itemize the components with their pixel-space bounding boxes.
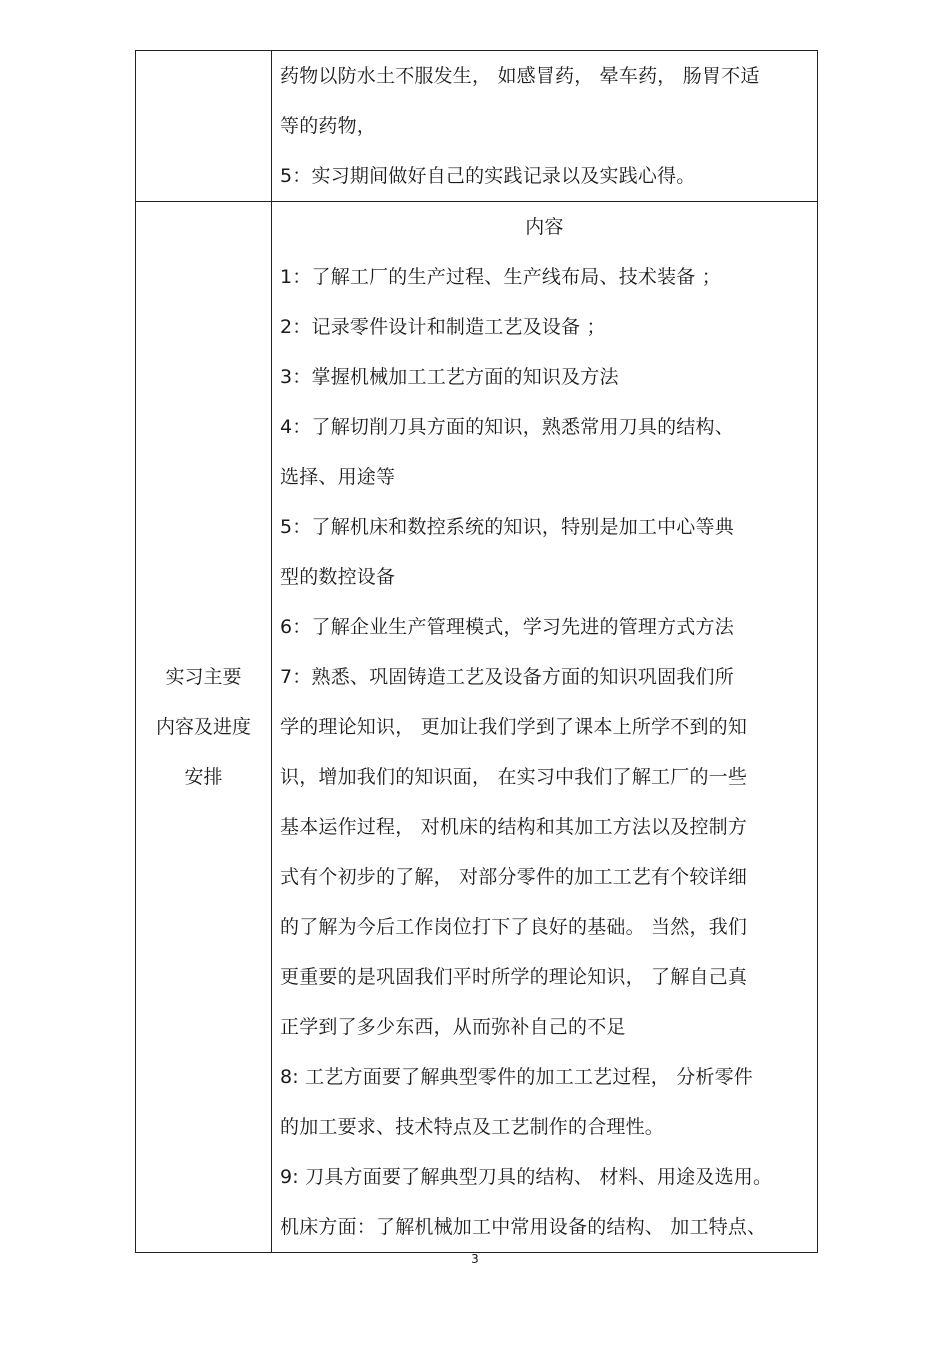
table-row xyxy=(136,51,818,202)
text-line: 9: 刀具方面要了解典型刀具的结构、 材料、用途及选用。 xyxy=(280,1166,773,1188)
text-line: 更重要的是巩固我们平时所学的理论知识， 了解自己真 xyxy=(280,966,748,988)
text-line: 6：了解企业生产管理模式，学习先进的管理方式方法 xyxy=(280,616,734,638)
row-label-cell xyxy=(136,51,272,202)
text-line: 等的药物， xyxy=(280,115,377,137)
text-line: 式有个初步的了解， 对部分零件的加工工艺有个较详细 xyxy=(280,866,748,888)
text-line: 基本运作过程， 对机床的结构和其加工方法以及控制方 xyxy=(280,816,748,838)
page-number: 3 xyxy=(471,1252,479,1266)
text-line: 1：了解工厂的生产过程、生产线布局、技术装备 ； xyxy=(280,266,721,288)
content-heading: 内容 xyxy=(525,216,564,238)
row-content-cell xyxy=(272,51,818,202)
text-line: 4：了解切削刀具方面的知识，熟悉常用刀具的结构、 xyxy=(280,416,734,438)
row-content-cell xyxy=(272,202,818,1253)
text-line: 7：熟悉、巩固铸造工艺及设备方面的知识巩固我们所 xyxy=(280,666,734,688)
text-line: 5：了解机床和数控系统的知识，特别是加工中心等典 xyxy=(280,516,734,538)
text-line: 的了解为今后工作岗位打下了良好的基础。 当然，我们 xyxy=(280,916,748,938)
text-line: 3：掌握机械加工工艺方面的知识及方法 xyxy=(280,366,619,388)
text-line: 型的数控设备 xyxy=(280,566,396,588)
text-line: 机床方面：了解机械加工中常用设备的结构、 加工特点、 xyxy=(280,1216,767,1238)
table-row xyxy=(136,202,818,1253)
text-line: 选择、用途等 xyxy=(280,466,396,488)
text-line: 的加工要求、技术特点及工艺制作的合理性。 xyxy=(280,1116,665,1138)
text-line: 2：记录零件设计和制造工艺及设备 ； xyxy=(280,316,606,338)
text-line: 正学到了多少东西，从而弥补自己的不足 xyxy=(280,1016,626,1038)
text-line: 识，增加我们的知识面， 在实习中我们了解工厂的一些 xyxy=(280,766,748,788)
label-line: 内容及进度 xyxy=(155,716,251,738)
row-label-cell xyxy=(136,202,272,1253)
text-line: 药物以防水土不服发生， 如感冒药， 晕车药， 肠胃不适 xyxy=(280,65,760,87)
internship-table xyxy=(135,50,818,1253)
label-line: 安排 xyxy=(184,766,223,788)
text-line: 8: 工艺方面要了解典型零件的加工工艺过程， 分析零件 xyxy=(280,1066,753,1088)
text-line: 5：实习期间做好自己的实践记录以及实践心得。 xyxy=(280,165,696,187)
text-line: 学的理论知识， 更加让我们学到了课本上所学不到的知 xyxy=(280,716,748,738)
label-line: 实习主要 xyxy=(165,666,242,688)
